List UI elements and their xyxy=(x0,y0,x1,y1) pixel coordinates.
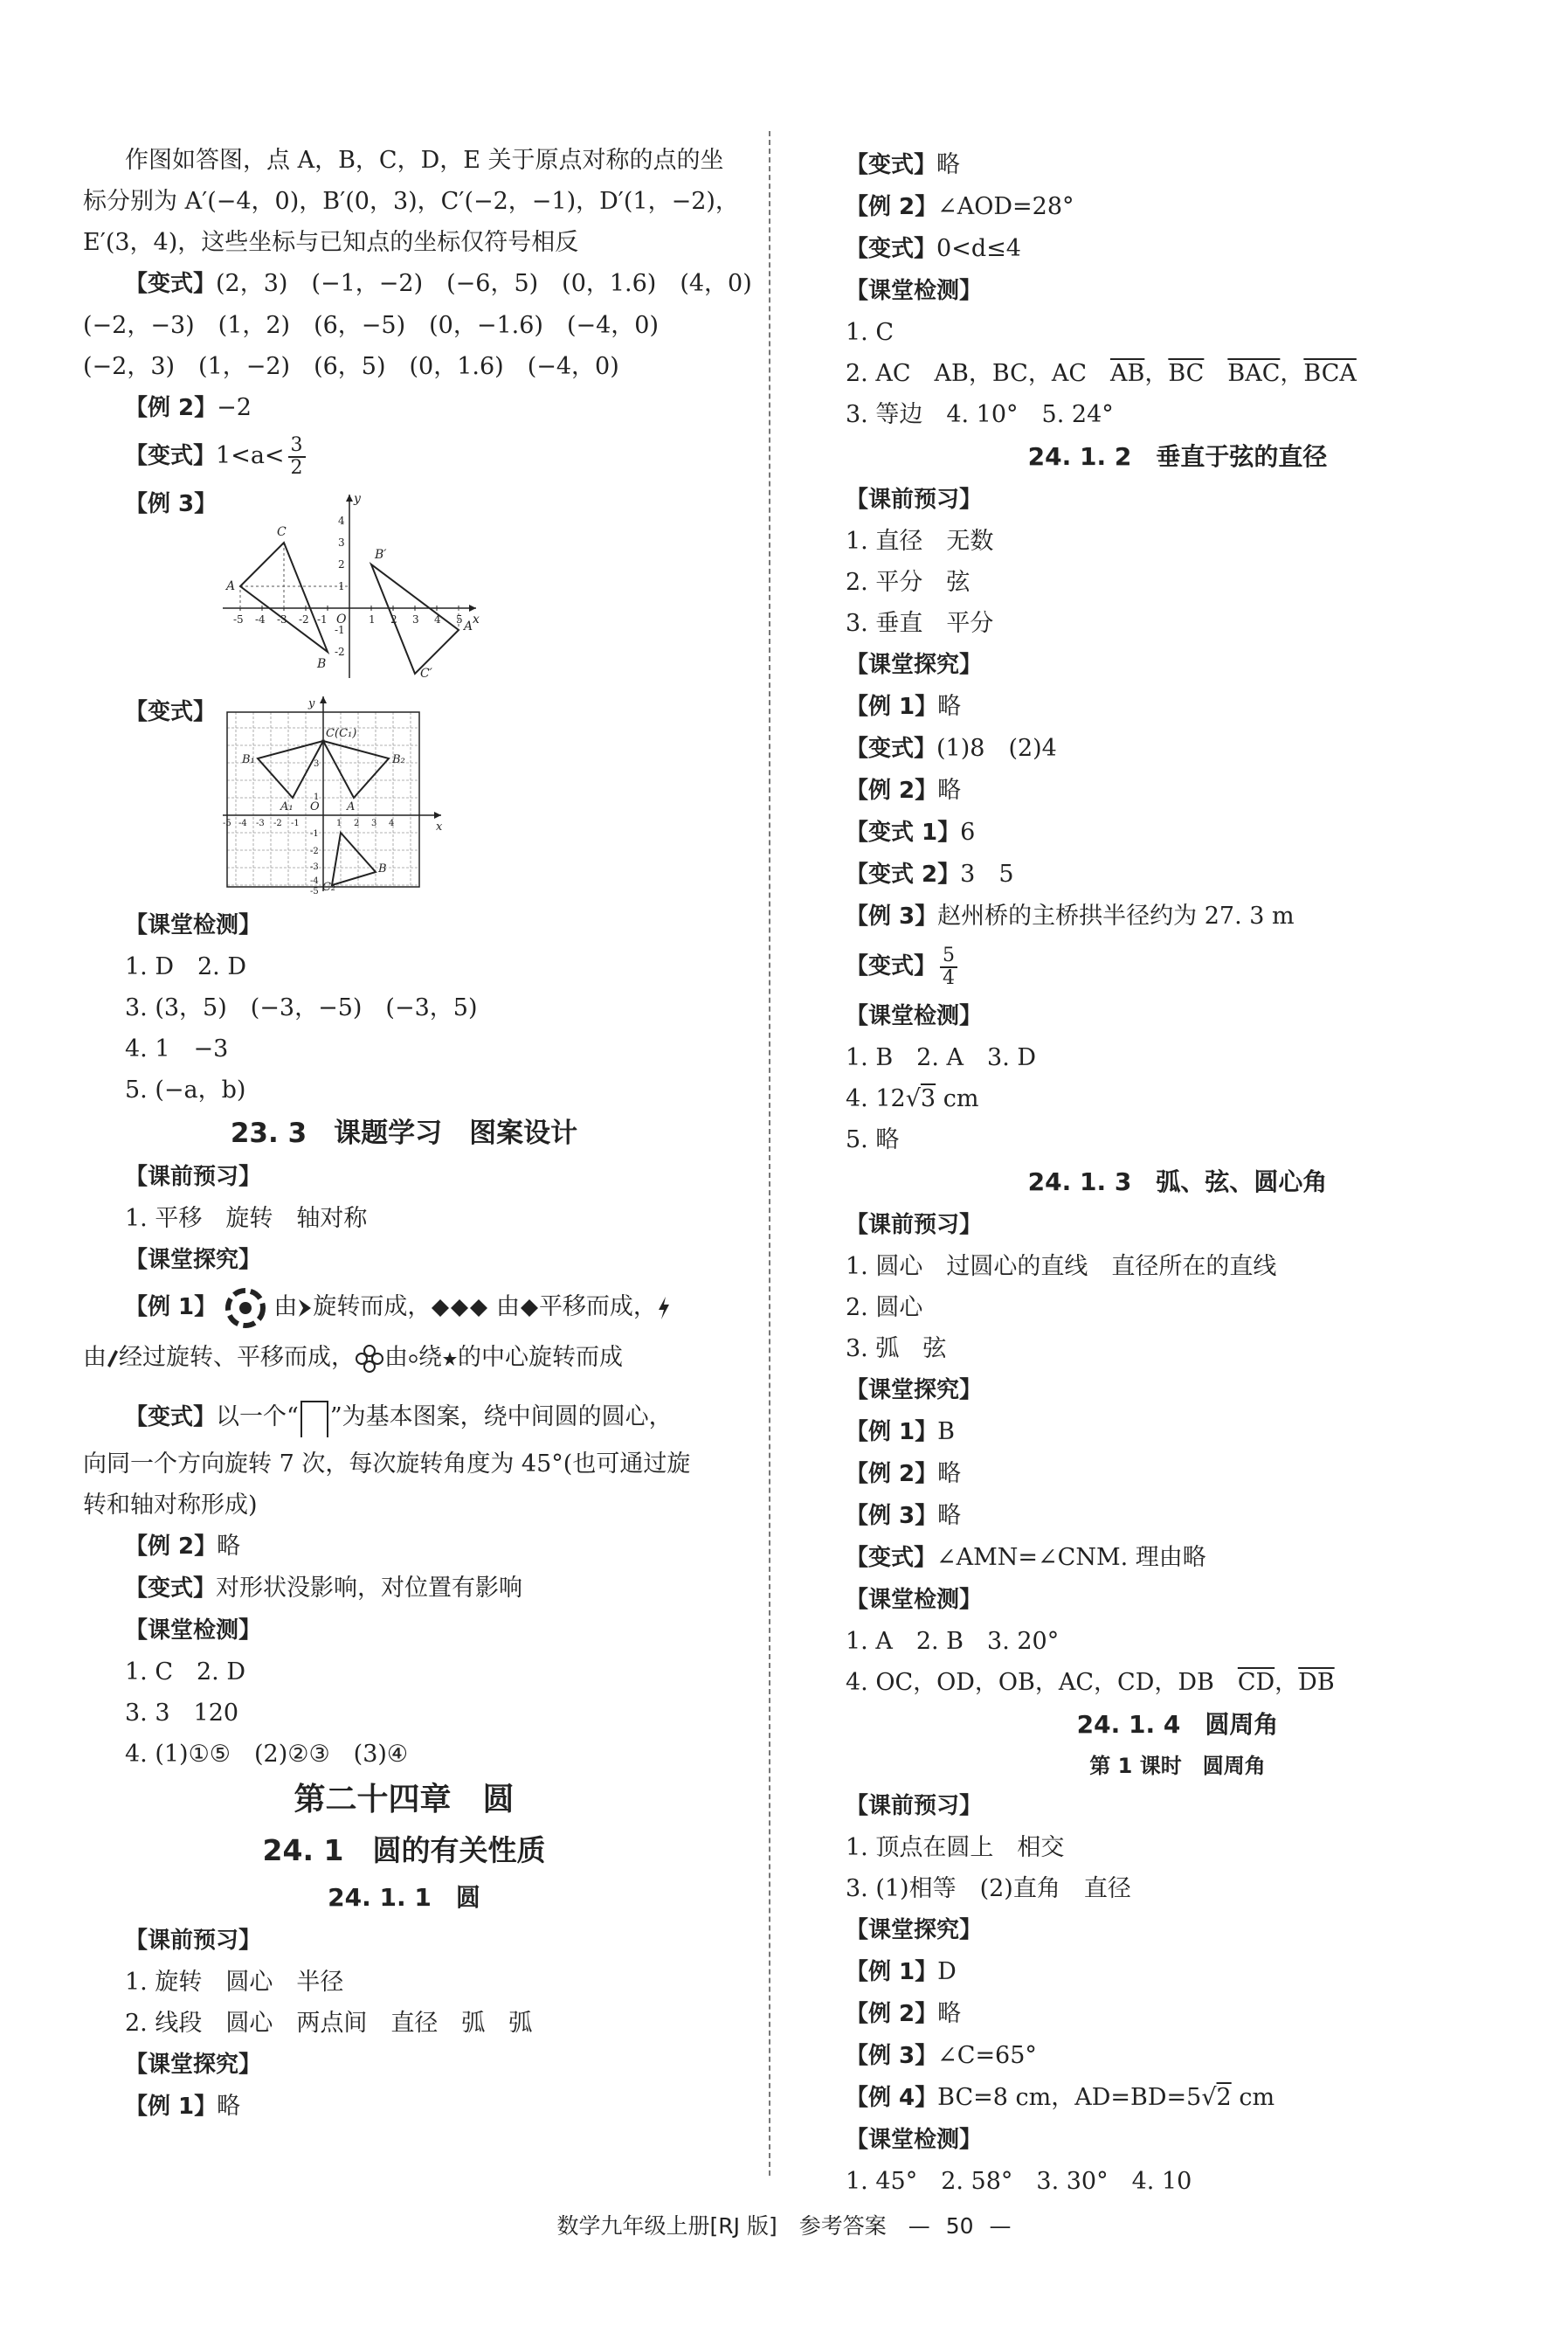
svg-text:C: C xyxy=(326,727,335,740)
svg-text:1: 1 xyxy=(338,580,345,592)
variant: 【变式】略 xyxy=(846,151,961,178)
coordinate-graph-2 xyxy=(223,695,450,896)
section-tag: 【课堂检测】 xyxy=(846,2127,983,2153)
svg-text:3: 3 xyxy=(371,819,377,828)
example-3-tag: 【例 3】 xyxy=(125,491,218,517)
answer-line: 3. 等边 4. 10° 5. 24° xyxy=(846,401,1114,428)
example-2: 【例 2】−2 xyxy=(125,394,252,421)
item: 【变式】(1)8 (2)4 xyxy=(846,735,1057,762)
variant-pattern-line: 向同一个方向旋转 7 次，每次旋转角度为 45°(也可通过旋 xyxy=(83,1450,691,1478)
svg-text:4: 4 xyxy=(338,515,345,527)
subsection-heading: 24. 1. 1 圆 xyxy=(328,1883,480,1912)
section-tag: 【课堂探究】 xyxy=(846,1377,983,1403)
example-1-pattern-cont: 由 经过旋转、平移而成， 由 绕 的中心旋转而成 xyxy=(83,1333,725,1382)
answer-line: 3. 弧 弦 xyxy=(846,1335,947,1362)
section-tag: 【课前预习】 xyxy=(846,1212,983,1238)
section-tag: 【课堂探究】 xyxy=(846,1917,983,1943)
graph-label: B′ xyxy=(375,548,387,562)
answer-line: 1. 平移 旋转 轴对称 xyxy=(125,1205,368,1232)
graph-label: B xyxy=(317,657,327,671)
intro-line-2: 标分别为 A′(−4，0)，B′(0，3)，C′(−2，−1)，D′(1，−2)， xyxy=(83,188,739,215)
section-tag: 【课前预习】 xyxy=(125,1928,262,1954)
arc-label: $\overline{BAC}$ xyxy=(1227,360,1281,387)
answer-line: 1. 直径 无数 xyxy=(846,528,994,555)
graph-label: O xyxy=(336,613,347,626)
svg-text:-2: -2 xyxy=(299,613,309,626)
section-tag: 【课堂检测】 xyxy=(846,1587,983,1613)
svg-text:B₂: B₂ xyxy=(392,753,405,766)
item: 【例 2】略 xyxy=(846,1460,962,1487)
slash-icon xyxy=(107,1348,119,1369)
svg-text:1: 1 xyxy=(314,793,320,802)
footer-dash: — xyxy=(989,2213,1012,2239)
item: 【例 3】∠C=65° xyxy=(846,2042,1037,2069)
variant-line: (−2，3) (1，−2) (6，5) (0，1.6) (−4，0) xyxy=(83,353,619,380)
svg-text:y: y xyxy=(308,697,315,710)
svg-text:x: x xyxy=(436,820,443,834)
coordinate-graph-1 xyxy=(214,490,485,682)
answer-line: 4. 1 −3 xyxy=(125,1035,229,1063)
variant-line: (−2，−3) (1，2) (6，−5) (0，−1.6) (−4，0) xyxy=(83,312,659,339)
svg-text:2: 2 xyxy=(354,819,360,828)
graph-label: x xyxy=(473,613,480,626)
item: 【例 1】略 xyxy=(846,693,962,720)
variant-fraction: 【变式】1<a< $\frac{3}{2}$ xyxy=(83,429,725,483)
small-circle-icon xyxy=(408,1353,418,1364)
answer-line: 1. B 2. A 3. D xyxy=(846,1044,1037,1071)
item: 【变式 2】3 5 xyxy=(846,861,1014,888)
answer-line: 1. 45° 2. 58° 3. 30° 4. 10 xyxy=(846,2168,1192,2195)
section-tag: 【课堂探究】 xyxy=(846,652,983,678)
section-tag: 【课堂探究】 xyxy=(125,2052,262,2078)
section-tag: 【课堂检测】 xyxy=(846,278,983,304)
example-4: 【例 4】BC=8 cm，AD=BD=5√2 cm xyxy=(846,2084,1275,2111)
answer-line: 2. 圆心 xyxy=(846,1294,923,1321)
svg-text:3: 3 xyxy=(314,759,320,769)
item: 【例 2】略 xyxy=(846,2000,962,2027)
svg-text:2: 2 xyxy=(338,558,345,571)
left-column xyxy=(83,140,752,2128)
section-heading: 23. 3 课题学习 图案设计 xyxy=(230,1118,578,1149)
svg-text:4: 4 xyxy=(434,613,441,626)
item: 【例 3】略 xyxy=(846,1502,962,1529)
svg-text:(C₁): (C₁) xyxy=(335,727,357,740)
svg-text:3: 3 xyxy=(412,613,419,626)
item: 【例 1】B xyxy=(846,1418,955,1445)
page-footer xyxy=(0,2209,1568,2240)
section-heading: 24. 1 圆的有关性质 xyxy=(262,1833,546,1867)
lesson-heading: 第 1 课时 圆周角 xyxy=(1089,1754,1266,1778)
svg-text:1: 1 xyxy=(369,613,376,626)
svg-text:O: O xyxy=(310,800,320,813)
answer-line: 3. (1)相等 (2)直角 直径 xyxy=(846,1875,1131,1902)
arc-label: $\overline{AB}$ xyxy=(1110,360,1145,387)
answer-line: 1. 旋转 圆心 半径 xyxy=(125,1969,344,1996)
section-tag: 【课前预习】 xyxy=(125,1164,262,1190)
svg-text:-4: -4 xyxy=(310,876,319,886)
footer-text: 数学九年级上册[RJ 版] 参考答案 — xyxy=(556,2213,930,2239)
section-tag: 【课堂检测】 xyxy=(125,912,262,938)
example-1-pattern: 【例 1】 由 旋转而成， 由 平移而成， xyxy=(83,1281,725,1333)
answer-line: 1. C xyxy=(846,319,895,346)
svg-text:-4: -4 xyxy=(255,613,266,626)
variant-pattern-line: 转和轴对称形成) xyxy=(83,1492,258,1519)
answer-line: 3. 垂直 平分 xyxy=(846,610,994,637)
answer-line: 1. A 2. B 3. 20° xyxy=(846,1628,1060,1655)
subsection-heading: 24. 1. 4 圆周角 xyxy=(1076,1710,1279,1739)
answer-line: 4. (1)①⑤ (2)②③ (3)④ xyxy=(125,1741,409,1768)
variant: 【变式】对形状没影响，对位置有影响 xyxy=(125,1575,523,1602)
swirl-pattern-icon xyxy=(224,1287,266,1329)
answer-line: 5. 略 xyxy=(846,1126,900,1153)
graph-label: C′ xyxy=(420,667,432,681)
example-1: 【例 1】略 xyxy=(125,2093,241,2120)
svg-text:-5: -5 xyxy=(233,613,244,626)
svg-text:-3: -3 xyxy=(256,819,265,828)
variant: 【变式】0<d≤4 xyxy=(846,235,1021,262)
graph-label: y xyxy=(354,492,361,506)
section-tag: 【课堂检测】 xyxy=(125,1617,262,1644)
graph-label: A xyxy=(226,579,236,593)
example-2: 【例 2】∠AOD=28° xyxy=(846,193,1074,220)
svg-text:2: 2 xyxy=(390,613,397,626)
svg-text:B₁: B₁ xyxy=(242,753,255,766)
answer-arc-line: 4. OC，OD，OB，AC，CD，DB $\overline{CD}$，$\overline{DB}$ xyxy=(846,1669,1335,1696)
svg-text:-5: -5 xyxy=(310,887,319,896)
svg-text:-1: -1 xyxy=(317,613,328,626)
svg-text:A: A xyxy=(347,800,356,813)
triple-diamond-icon xyxy=(431,1298,488,1319)
variant-fraction: 【变式】 $\frac{5}{4}$ xyxy=(846,938,1509,995)
answer-line: 1. 圆心 过圆心的直线 直径所在的直线 xyxy=(846,1253,1277,1280)
chapter-heading: 第二十四章 圆 xyxy=(294,1782,515,1817)
arc-label: $\overline{CD}$ xyxy=(1237,1669,1275,1696)
section-tag: 【课堂探究】 xyxy=(125,1247,262,1273)
svg-text:-2: -2 xyxy=(273,819,282,828)
item: 【例 2】略 xyxy=(846,777,962,804)
right-column xyxy=(846,144,1509,2202)
answer-arc-line: 2. AC AB，BC，AC $\overline{AB}$，$\overline{BC}$ $\overline{BAC}$，$\overline{BCA}$ xyxy=(846,360,1357,387)
page-number: 50 xyxy=(945,2213,974,2239)
column-divider xyxy=(769,131,770,2176)
intro-line-1: 作图如答图，点 A，B，C，D，E 关于原点对称的点的坐 xyxy=(125,147,724,174)
answer-line: 2. 线段 圆心 两点间 直径 弧 弧 xyxy=(125,2010,533,2037)
svg-text:-4: -4 xyxy=(238,819,247,828)
answer-line: 5. (−a，b) xyxy=(125,1076,246,1104)
example-2: 【例 2】略 xyxy=(125,1533,241,1560)
answer-line: 1. D 2. D xyxy=(125,953,246,980)
variant-line: 【变式】(2，3) (−1，−2) (−6，5) (0，1.6) (4，0) xyxy=(125,270,752,297)
arc-label: $\overline{DB}$ xyxy=(1298,1669,1335,1696)
graph-label: C xyxy=(277,525,287,539)
graph-label: A′ xyxy=(464,620,476,633)
item: 【例 1】D xyxy=(846,1958,957,1985)
bracket-shape-icon xyxy=(299,1399,330,1437)
svg-text:3: 3 xyxy=(338,537,345,549)
chevron-shape-icon xyxy=(297,1298,313,1319)
answer-line: 3. 3 120 xyxy=(125,1700,239,1727)
flower-pattern-icon xyxy=(355,1344,384,1374)
svg-text:4: 4 xyxy=(389,819,395,828)
svg-text:A₁: A₁ xyxy=(280,800,294,813)
fraction: $\frac{3}{2}$ xyxy=(288,435,306,479)
svg-text:-3: -3 xyxy=(310,862,319,872)
fraction: $\frac{5}{4}$ xyxy=(940,945,957,989)
svg-text:-5: -5 xyxy=(223,819,231,828)
arc-label: $\overline{BCA}$ xyxy=(1303,360,1357,387)
svg-text:-1: -1 xyxy=(291,819,300,828)
svg-text:B: B xyxy=(378,862,387,876)
svg-text:-1: -1 xyxy=(310,829,319,839)
svg-text:-2: -2 xyxy=(335,646,345,658)
answer-line: 3. (3，5) (−3，−5) (−3，5) xyxy=(125,994,478,1021)
svg-text:-2: -2 xyxy=(310,847,319,856)
item: 【变式 1】6 xyxy=(846,819,976,846)
subsection-heading: 24. 1. 3 弧、弦、圆心角 xyxy=(1027,1167,1328,1196)
section-tag: 【课前预习】 xyxy=(846,1793,983,1819)
arc-label: $\overline{BC}$ xyxy=(1168,360,1205,387)
answer-sqrt-line: 4. 12√3 cm xyxy=(846,1085,979,1112)
item: 【变式】∠AMN=∠CNM. 理由略 xyxy=(846,1544,1206,1571)
svg-text:C₂: C₂ xyxy=(322,881,336,894)
lightning-icon xyxy=(657,1296,671,1320)
variant-pattern: 【变式】以一个“ ”为基本图案，绕中间圆的圆心， xyxy=(83,1391,725,1443)
svg-text:-3: -3 xyxy=(277,613,287,626)
svg-text:1: 1 xyxy=(336,819,342,828)
subsection-heading: 24. 1. 2 垂直于弦的直径 xyxy=(1027,442,1328,471)
answer-line: 2. 平分 弦 xyxy=(846,569,971,596)
variant-3-tag: 【变式】 xyxy=(125,699,217,725)
section-tag: 【课前预习】 xyxy=(846,487,983,513)
answer-line: 1. C 2. D xyxy=(125,1658,245,1686)
diamond-icon xyxy=(520,1298,539,1319)
section-tag: 【课堂检测】 xyxy=(846,1003,983,1029)
answer-line: 1. 顶点在圆上 相交 xyxy=(846,1834,1065,1861)
star-icon xyxy=(442,1351,458,1367)
svg-text:-1: -1 xyxy=(335,624,345,636)
item: 【例 3】赵州桥的主桥拱半径约为 27. 3 m xyxy=(846,903,1295,930)
intro-line-3: E′(3，4)，这些坐标与已知点的坐标仅符号相反 xyxy=(83,229,579,256)
svg-text:5: 5 xyxy=(456,613,463,626)
